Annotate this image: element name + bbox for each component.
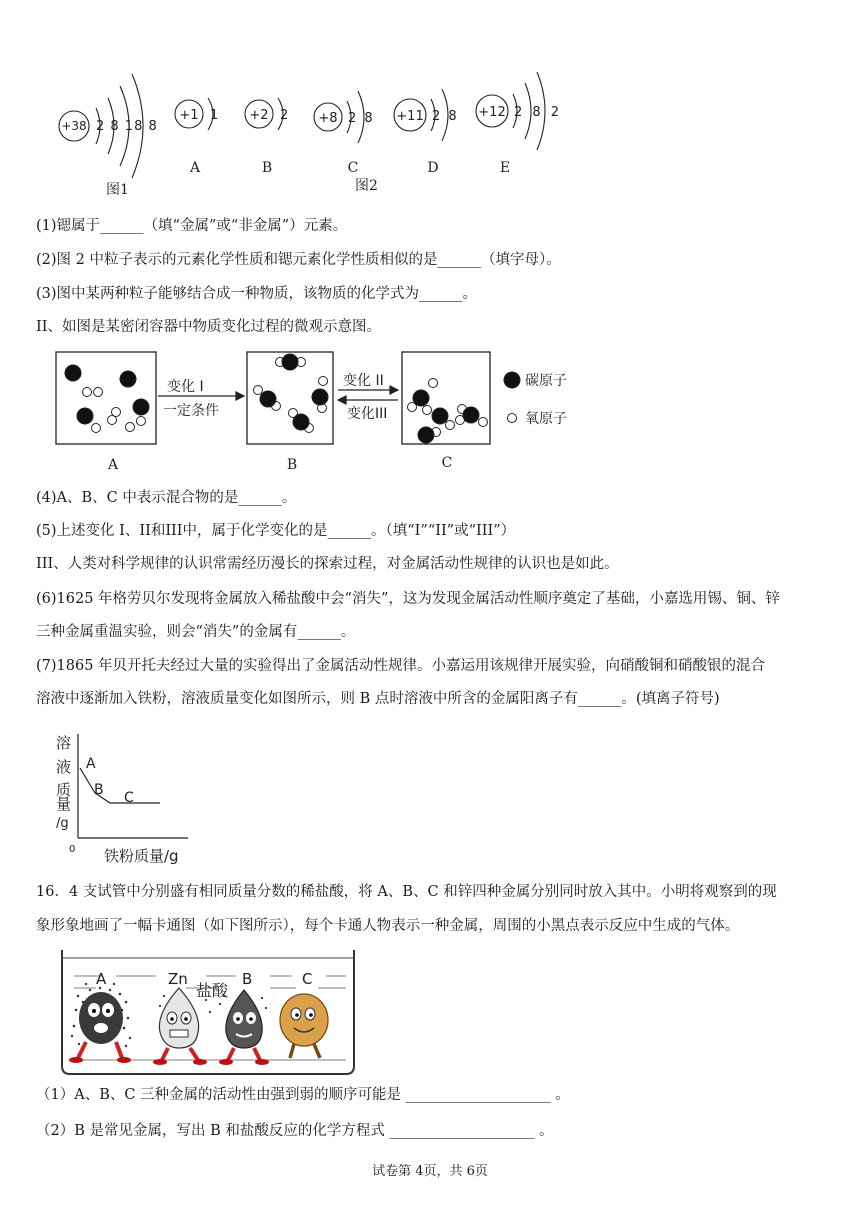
atom-a-nucleus: +1 <box>179 108 199 123</box>
atom-c-nucleus: +8 <box>318 111 338 126</box>
change-3-label: 变化III <box>347 406 388 422</box>
atom-c-letter: C <box>347 160 359 176</box>
atom-c-shells: 2 8 <box>348 111 375 126</box>
mass-curve <box>80 768 160 803</box>
section-3-intro: III、人类对科学规律的认识常需经历漫长的探索过程，对金属活动性规律的认识也是如此。 <box>36 556 619 572</box>
page-footer: 试卷第 4页，共 6页 <box>372 1164 488 1179</box>
cartoon-label-b: B <box>242 970 253 988</box>
ylabel-unit: /g <box>56 816 69 831</box>
atom-a-shells: 1 <box>210 108 219 123</box>
atom-e-letter: E <box>499 160 511 176</box>
graph-point-b: B <box>94 782 104 798</box>
section-2-intro: II、如图是某密闭容器中物质变化过程的微观示意图。 <box>36 319 381 335</box>
graph-origin: 0 <box>69 844 76 855</box>
question-5: (5)上述变化 I、II和III中，属于化学变化的是______。（填“I”“II”或“III”） <box>36 523 516 539</box>
atom-d-shells: 2 8 <box>432 109 459 124</box>
atom-d-letter: D <box>427 160 439 176</box>
question-16-1: （1）A、B、C 三种金属的活动性由强到弱的顺序可能是 ____________________ 。 <box>36 1087 570 1103</box>
question-6-line-1: (6)1625 年格劳贝尔发现将金属放入稀盐酸中会“消失”，这为发现金属活动性顺序奠定了基础，小嘉选用锡、铜、锌 <box>36 591 780 607</box>
change-1-label: 变化 I <box>167 379 204 395</box>
question-4: (4)A、B、C 中表示混合物的是______。 <box>36 490 297 506</box>
legend-carbon: 碳原子 <box>525 373 567 389</box>
question-2: (2)图 2 中粒子表示的元素化学性质和锶元素化学性质相似的是______（填字母）。 <box>36 252 561 268</box>
metal-cartoon-figure <box>56 944 360 1078</box>
question-1: (1)锶属于______（填“金属”或“非金属”）元素。 <box>36 218 348 234</box>
atom-structure-figure <box>50 62 570 197</box>
atom-b-nucleus: +2 <box>249 108 269 123</box>
graph-point-a: A <box>86 756 96 772</box>
micro-process-diagram <box>50 342 590 474</box>
figure1-caption: 图1 <box>106 182 129 197</box>
label-a: A <box>107 457 119 473</box>
question-7-line-1: (7)1865 年贝开托夫经过大量的实验得出了金属活动性规律。小嘉运用该规律开展实验，向硝酸铜和硝酸银的混合 <box>36 658 766 674</box>
ylabel-char-1: 溶 <box>56 734 72 752</box>
atom-b-shells: 2 <box>280 108 289 123</box>
atom-a-letter: A <box>189 160 201 176</box>
cartoon-label-acid: 盐酸 <box>196 981 229 1000</box>
metal-c-character <box>280 994 328 1058</box>
label-b: B <box>286 457 298 473</box>
question-16-line-2: 象形象地画了一幅卡通图（如下图所示），每个卡通人物表示一种金属，周围的小黑点表示反应中生成的气体。 <box>36 918 740 934</box>
ylabel-char-2: 液 <box>56 758 72 776</box>
change-2-label: 变化 II <box>343 373 384 389</box>
sr-nucleus: +38 <box>61 119 87 133</box>
label-c: C <box>441 455 453 471</box>
solution-mass-graph <box>52 728 202 868</box>
cartoon-label-a: A <box>96 970 107 988</box>
atom-d-nucleus: +11 <box>396 109 424 124</box>
graph-point-c: C <box>124 790 134 806</box>
question-16-2: （2）B 是常见金属，写出 B 和盐酸反应的化学方程式 ____________________ 。 <box>36 1123 554 1139</box>
atom-e-nucleus: +12 <box>478 105 506 120</box>
metal-a-character <box>69 992 131 1063</box>
question-6-line-2: 三种金属重温实验，则会“消失”的金属有______。 <box>36 624 356 640</box>
atom-b-letter: B <box>261 160 273 176</box>
question-3: (3)图中某两种粒子能够结合成一种物质，该物质的化学式为______。 <box>36 286 478 302</box>
metal-b-character <box>219 990 269 1065</box>
ylabel-char-3: 质 <box>56 781 72 799</box>
question-16-line-1: 16．4 支试管中分别盛有相同质量分数的稀盐酸，将 A、B、C 和锌四种金属分别同时放入其中。小明将观察到的现 <box>36 884 777 900</box>
question-7-line-2: 溶液中逐渐加入铁粉，溶液质量变化如图所示，则 B 点时溶液中所含的金属阳离子有______。(填离子符号) <box>36 691 720 707</box>
cartoon-label-zn: Zn <box>168 970 188 988</box>
condition-label: 一定条件 <box>163 403 219 419</box>
ylabel-char-4: 量 <box>56 795 72 813</box>
sr-shells: 2 8 18 8 <box>96 119 158 134</box>
figure2-caption: 图2 <box>355 178 378 194</box>
cartoon-label-c: C <box>302 970 313 988</box>
legend-oxygen: 氧原子 <box>525 411 567 427</box>
graph-xlabel: 铁粉质量/g <box>104 847 179 865</box>
atom-e-shells: 2 8 2 <box>514 105 563 120</box>
